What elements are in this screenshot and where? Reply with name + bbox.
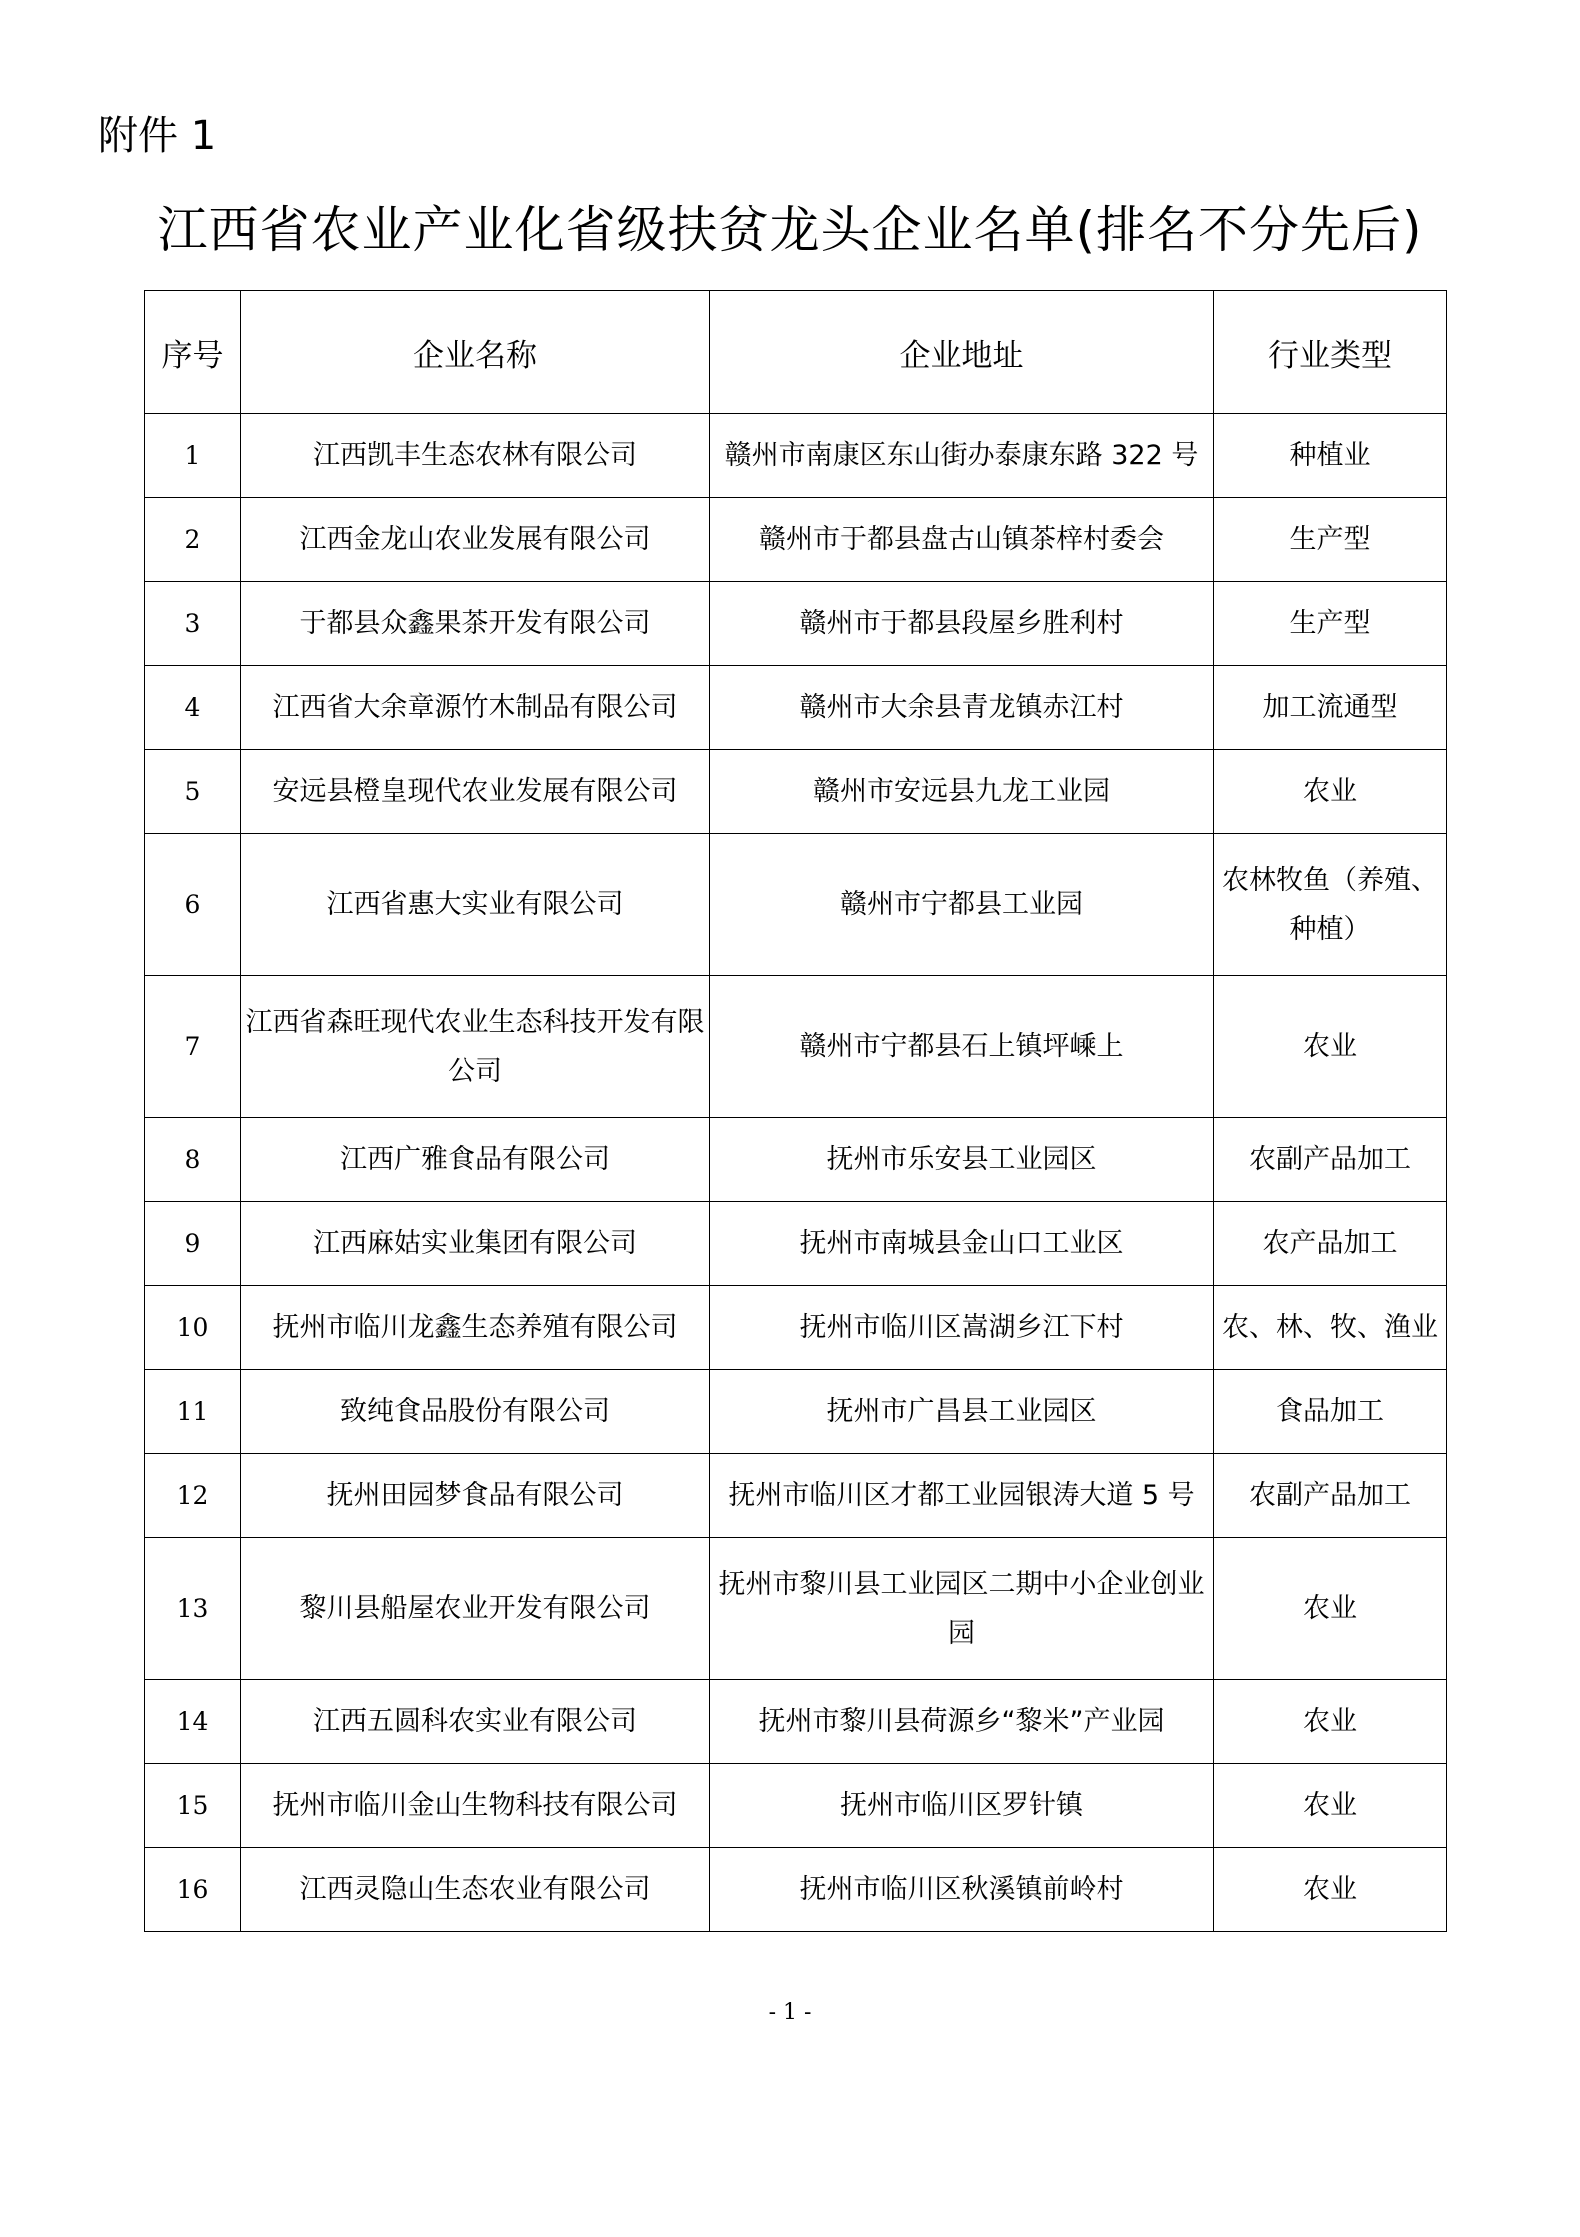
page-number: - 1 -: [768, 2000, 812, 2025]
row-number: 16: [145, 1848, 241, 1932]
table-row: [145, 976, 1447, 1118]
table-row: [145, 1680, 1447, 1764]
row-number: 11: [145, 1370, 241, 1454]
enterprise-address: 赣州市宁都县工业园: [710, 834, 1214, 976]
table-row: [145, 1538, 1447, 1680]
industry-type: 生产型: [1214, 582, 1447, 666]
row-number: 4: [145, 666, 241, 750]
row-number: 1: [145, 414, 241, 498]
enterprise-address: 抚州市南城县金山口工业区: [710, 1202, 1214, 1286]
enterprise-address: 赣州市宁都县石上镇坪嵊上: [710, 976, 1214, 1118]
industry-type: 农副产品加工: [1214, 1118, 1447, 1202]
enterprise-name: 江西省大余章源竹木制品有限公司: [241, 666, 710, 750]
row-number: 8: [145, 1118, 241, 1202]
table-row: [145, 1202, 1447, 1286]
row-number: 12: [145, 1454, 241, 1538]
table-row: [145, 1118, 1447, 1202]
table-row: [145, 1764, 1447, 1848]
enterprise-name: 抚州市临川金山生物科技有限公司: [241, 1764, 710, 1848]
row-number: 5: [145, 750, 241, 834]
industry-type: 农业: [1214, 976, 1447, 1118]
enterprise-name: 江西五圆科农实业有限公司: [241, 1680, 710, 1764]
table-row: [145, 414, 1447, 498]
row-number: 2: [145, 498, 241, 582]
table-row: [145, 498, 1447, 582]
row-number: 14: [145, 1680, 241, 1764]
enterprise-address: 抚州市乐安县工业园区: [710, 1118, 1214, 1202]
enterprise-name: 江西广雅食品有限公司: [241, 1118, 710, 1202]
enterprise-name: 抚州市临川龙鑫生态养殖有限公司: [241, 1286, 710, 1370]
enterprise-name: 抚州田园梦食品有限公司: [241, 1454, 710, 1538]
industry-type: 生产型: [1214, 498, 1447, 582]
row-number: 9: [145, 1202, 241, 1286]
table-row: [145, 1454, 1447, 1538]
row-number: 6: [145, 834, 241, 976]
industry-type: 加工流通型: [1214, 666, 1447, 750]
enterprise-address: 赣州市南康区东山街办泰康东路 322 号: [710, 414, 1214, 498]
enterprise-address: 抚州市临川区嵩湖乡江下村: [710, 1286, 1214, 1370]
enterprise-address: 赣州市于都县段屋乡胜利村: [710, 582, 1214, 666]
column-header-address: 企业地址: [710, 291, 1214, 414]
enterprise-name: 江西金龙山农业发展有限公司: [241, 498, 710, 582]
table-row: [145, 834, 1447, 976]
enterprise-address: 抚州市临川区才都工业园银涛大道 5 号: [710, 1454, 1214, 1538]
enterprise-table: [144, 290, 1447, 1932]
enterprise-name: 江西麻姑实业集团有限公司: [241, 1202, 710, 1286]
enterprise-name: 江西凯丰生态农林有限公司: [241, 414, 710, 498]
enterprise-name: 致纯食品股份有限公司: [241, 1370, 710, 1454]
enterprise-address: 赣州市于都县盘古山镇茶梓村委会: [710, 498, 1214, 582]
table-header-row: [145, 291, 1447, 414]
enterprise-address: 赣州市安远县九龙工业园: [710, 750, 1214, 834]
table-row: [145, 1286, 1447, 1370]
enterprise-address: 赣州市大余县青龙镇赤江村: [710, 666, 1214, 750]
attachment-label: 附件 1: [98, 113, 217, 159]
table-row: [145, 582, 1447, 666]
industry-type: 农业: [1214, 1848, 1447, 1932]
table-row: [145, 1848, 1447, 1932]
enterprise-address: 抚州市黎川县工业园区二期中小企业创业园: [710, 1538, 1214, 1680]
industry-type: 农、林、牧、渔业: [1214, 1286, 1447, 1370]
document-title: 江西省农业产业化省级扶贫龙头企业名单(排名不分先后): [157, 201, 1423, 259]
enterprise-address: 抚州市临川区秋溪镇前岭村: [710, 1848, 1214, 1932]
row-number: 7: [145, 976, 241, 1118]
enterprise-address: 抚州市黎川县荷源乡“黎米”产业园: [710, 1680, 1214, 1764]
row-number: 15: [145, 1764, 241, 1848]
industry-type: 农副产品加工: [1214, 1454, 1447, 1538]
enterprise-address: 抚州市临川区罗针镇: [710, 1764, 1214, 1848]
column-header-number: 序号: [145, 291, 241, 414]
industry-type: 食品加工: [1214, 1370, 1447, 1454]
enterprise-name: 江西灵隐山生态农业有限公司: [241, 1848, 710, 1932]
table-row: [145, 1370, 1447, 1454]
enterprise-name: 江西省惠大实业有限公司: [241, 834, 710, 976]
enterprise-name: 安远县橙皇现代农业发展有限公司: [241, 750, 710, 834]
enterprise-name: 黎川县船屋农业开发有限公司: [241, 1538, 710, 1680]
enterprise-address: 抚州市广昌县工业园区: [710, 1370, 1214, 1454]
industry-type: 农林牧鱼（养殖、种植）: [1214, 834, 1447, 976]
industry-type: 农产品加工: [1214, 1202, 1447, 1286]
industry-type: 农业: [1214, 750, 1447, 834]
industry-type: 农业: [1214, 1680, 1447, 1764]
industry-type: 农业: [1214, 1538, 1447, 1680]
row-number: 3: [145, 582, 241, 666]
column-header-name: 企业名称: [241, 291, 710, 414]
row-number: 13: [145, 1538, 241, 1680]
table-row: [145, 666, 1447, 750]
industry-type: 种植业: [1214, 414, 1447, 498]
table-row: [145, 750, 1447, 834]
enterprise-name: 江西省森旺现代农业生态科技开发有限公司: [241, 976, 710, 1118]
enterprise-name: 于都县众鑫果茶开发有限公司: [241, 582, 710, 666]
row-number: 10: [145, 1286, 241, 1370]
column-header-type: 行业类型: [1214, 291, 1447, 414]
industry-type: 农业: [1214, 1764, 1447, 1848]
